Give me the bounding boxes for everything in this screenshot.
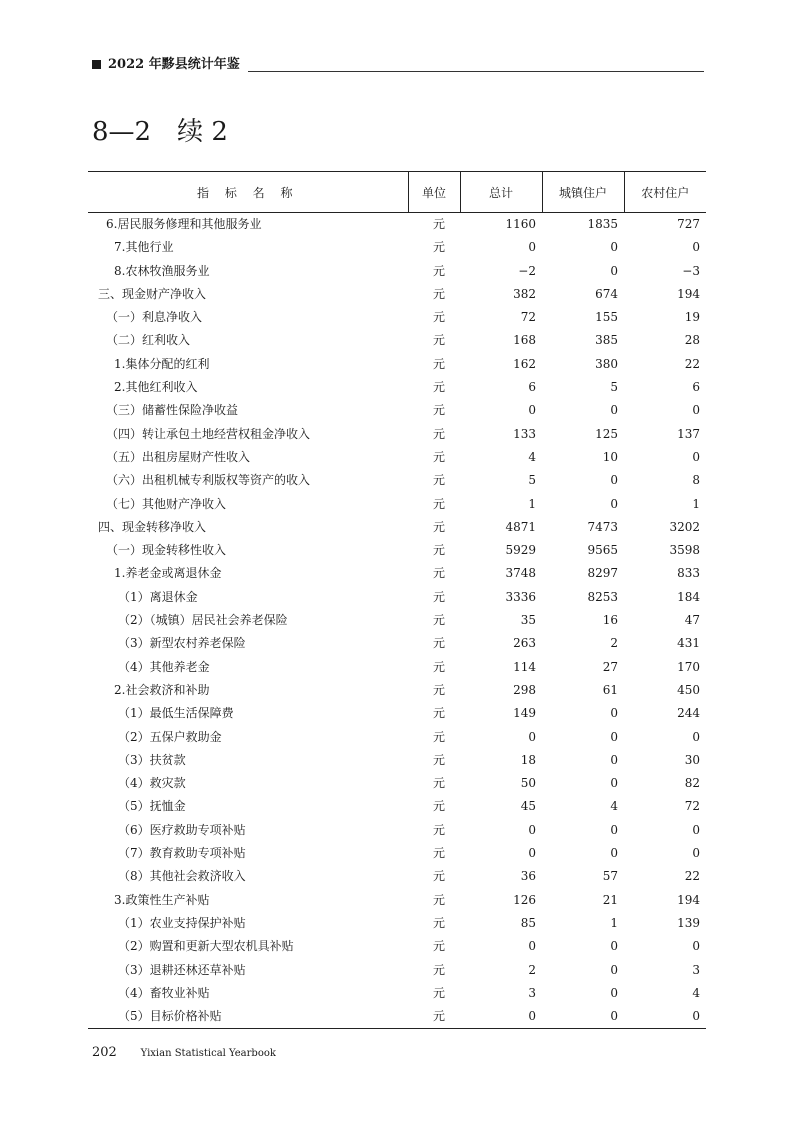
row-total: 6 bbox=[528, 380, 536, 395]
table-title: 8—2 续 2 bbox=[92, 117, 228, 147]
row-urban: 61 bbox=[602, 682, 618, 697]
row-total: 149 bbox=[513, 706, 536, 721]
table-row bbox=[88, 376, 706, 399]
row-label: 3.政策性生产补贴 bbox=[114, 892, 210, 907]
row-total: 36 bbox=[520, 869, 536, 884]
row-label: （5）抚恤金 bbox=[118, 799, 186, 814]
row-urban: 0 bbox=[610, 240, 618, 255]
row-label: （六）出租机械专利版权等资产的收入 bbox=[106, 473, 311, 488]
row-rural: 0 bbox=[624, 1005, 706, 1029]
row-urban: 21 bbox=[602, 892, 618, 907]
row-urban: 155 bbox=[595, 310, 618, 325]
row-label: （1）农业支持保护补贴 bbox=[118, 915, 246, 930]
table-row bbox=[88, 562, 706, 585]
row-unit: 元 bbox=[432, 636, 445, 651]
row-unit: 元 bbox=[432, 356, 445, 371]
table-row bbox=[88, 982, 706, 1005]
row-urban: 385 bbox=[595, 333, 618, 348]
row-total: 85 bbox=[520, 915, 536, 930]
row-total: 263 bbox=[513, 636, 536, 651]
row-total: −2 bbox=[518, 263, 536, 278]
row-unit: 元 bbox=[432, 682, 445, 697]
table-row bbox=[88, 609, 706, 632]
row-total: 18 bbox=[520, 752, 536, 767]
row-total: 0 bbox=[528, 939, 536, 954]
row-unit: 元 bbox=[432, 286, 445, 301]
row-urban: 0 bbox=[610, 985, 618, 1000]
running-header bbox=[92, 56, 704, 76]
row-rural: 0 bbox=[692, 822, 700, 837]
table-row bbox=[88, 539, 706, 562]
row-label: （3）扶贫款 bbox=[118, 752, 186, 767]
row-unit: 元 bbox=[432, 752, 445, 767]
table-row bbox=[88, 1005, 706, 1029]
row-rural: −3 bbox=[682, 263, 700, 278]
header-rule bbox=[248, 71, 704, 72]
row-total: 0 bbox=[528, 240, 536, 255]
row-label: （2）五保户救助金 bbox=[118, 729, 222, 744]
row-rural: 22 bbox=[684, 356, 700, 371]
table-row bbox=[88, 423, 706, 446]
row-label: 7.其他行业 bbox=[114, 240, 174, 255]
row-unit: 元 bbox=[432, 543, 445, 558]
row-label: （四）转让承包土地经营权租金净收入 bbox=[106, 426, 311, 441]
row-label: （3）新型农村养老保险 bbox=[118, 636, 246, 651]
table-row bbox=[88, 819, 706, 842]
row-urban: 8253 bbox=[587, 589, 618, 604]
row-total: 168 bbox=[513, 333, 536, 348]
table-row bbox=[88, 399, 706, 422]
row-unit: 元 bbox=[408, 1005, 460, 1029]
row-rural: 72 bbox=[684, 799, 700, 814]
row-rural: 0 bbox=[692, 240, 700, 255]
row-label: （1）离退休金 bbox=[118, 589, 198, 604]
row-unit: 元 bbox=[432, 589, 445, 604]
row-urban: 9565 bbox=[587, 543, 618, 558]
row-rural: 19 bbox=[684, 310, 700, 325]
row-label: （二）红利收入 bbox=[106, 333, 191, 348]
row-total: 0 bbox=[528, 403, 536, 418]
row-total: 0 bbox=[528, 846, 536, 861]
row-rural: 3 bbox=[692, 962, 700, 977]
row-unit: 元 bbox=[432, 333, 445, 348]
row-label: 四、现金转移净收入 bbox=[98, 519, 207, 534]
row-urban: 0 bbox=[610, 729, 618, 744]
row-urban: 57 bbox=[602, 869, 618, 884]
row-total: 133 bbox=[513, 426, 536, 441]
table-row bbox=[88, 795, 706, 818]
column-header-rural: 农村住户 bbox=[624, 172, 706, 213]
row-total: 50 bbox=[520, 776, 536, 791]
row-rural: 4 bbox=[692, 985, 700, 1000]
row-rural: 139 bbox=[677, 915, 700, 930]
row-rural: 431 bbox=[677, 636, 700, 651]
table-row bbox=[88, 260, 706, 283]
row-label: （七）其他财产净收入 bbox=[106, 496, 227, 511]
row-urban: 0 bbox=[610, 962, 618, 977]
column-header-total: 总计 bbox=[460, 172, 542, 213]
table-header-row bbox=[88, 172, 706, 213]
row-total: 3336 bbox=[505, 589, 536, 604]
table-row bbox=[88, 912, 706, 935]
row-rural: 47 bbox=[684, 613, 700, 628]
row-label: （3）退耕还林还草补贴 bbox=[118, 962, 246, 977]
table-row bbox=[88, 959, 706, 982]
row-rural: 0 bbox=[692, 403, 700, 418]
row-rural: 0 bbox=[692, 449, 700, 464]
row-rural: 244 bbox=[677, 706, 700, 721]
row-urban: 0 bbox=[610, 939, 618, 954]
row-urban: 0 bbox=[610, 473, 618, 488]
row-unit: 元 bbox=[432, 403, 445, 418]
row-rural: 30 bbox=[684, 752, 700, 767]
row-rural: 82 bbox=[684, 776, 700, 791]
row-urban: 0 bbox=[610, 706, 618, 721]
row-rural: 450 bbox=[677, 682, 700, 697]
row-total: 3 bbox=[528, 985, 536, 1000]
row-urban: 8297 bbox=[587, 566, 618, 581]
row-urban: 0 bbox=[610, 822, 618, 837]
table-row bbox=[88, 889, 706, 912]
table-row bbox=[88, 586, 706, 609]
row-label: （2）（城镇）居民社会养老保险 bbox=[118, 613, 288, 628]
row-unit: 元 bbox=[432, 869, 445, 884]
row-urban: 27 bbox=[602, 659, 618, 674]
table-row bbox=[88, 749, 706, 772]
row-unit: 元 bbox=[432, 449, 445, 464]
row-total: 1160 bbox=[505, 217, 536, 231]
page-number: 202 bbox=[92, 1045, 117, 1060]
row-unit: 元 bbox=[432, 263, 445, 278]
table-row bbox=[88, 702, 706, 725]
row-rural: 170 bbox=[677, 659, 700, 674]
row-rural: 137 bbox=[677, 426, 700, 441]
row-unit: 元 bbox=[432, 822, 445, 837]
row-rural: 727 bbox=[677, 217, 700, 231]
row-rural: 0 bbox=[692, 846, 700, 861]
row-urban: 0 bbox=[610, 776, 618, 791]
row-rural: 194 bbox=[677, 892, 700, 907]
row-urban: 5 bbox=[610, 380, 618, 395]
table-row bbox=[88, 632, 706, 655]
row-total: 5929 bbox=[505, 543, 536, 558]
row-label: 2.社会救济和补助 bbox=[114, 682, 210, 697]
header-title: 2022 年黟县统计年鉴 bbox=[108, 57, 240, 72]
row-total: 4 bbox=[528, 449, 536, 464]
row-label: （8）其他社会救济收入 bbox=[118, 869, 246, 884]
row-urban: 0 bbox=[610, 846, 618, 861]
table-row bbox=[88, 213, 706, 237]
row-total: 114 bbox=[513, 659, 536, 674]
row-label: （五）出租房屋财产性收入 bbox=[106, 449, 251, 464]
row-rural: 6 bbox=[692, 380, 700, 395]
row-label: （2）购置和更新大型农机具补贴 bbox=[118, 939, 294, 954]
row-label: 8.农林牧渔服务业 bbox=[114, 263, 210, 278]
row-unit: 元 bbox=[432, 659, 445, 674]
table-row bbox=[88, 842, 706, 865]
row-rural: 194 bbox=[677, 286, 700, 301]
statistics-table bbox=[88, 171, 706, 1029]
row-label: 1.集体分配的红利 bbox=[114, 356, 210, 371]
row-urban: 125 bbox=[595, 426, 618, 441]
row-unit: 元 bbox=[432, 473, 445, 488]
row-urban: 1835 bbox=[587, 217, 618, 231]
row-unit: 元 bbox=[432, 566, 445, 581]
row-rural: 0 bbox=[692, 729, 700, 744]
row-rural: 28 bbox=[684, 333, 700, 348]
row-unit: 元 bbox=[432, 729, 445, 744]
row-unit: 元 bbox=[432, 939, 445, 954]
row-rural: 0 bbox=[692, 939, 700, 954]
row-rural: 3202 bbox=[669, 519, 700, 534]
row-urban: 1 bbox=[610, 915, 618, 930]
row-total: 5 bbox=[528, 473, 536, 488]
table-row bbox=[88, 446, 706, 469]
page-footer bbox=[92, 1044, 276, 1062]
table-row bbox=[88, 679, 706, 702]
row-label: （三）储蓄性保险净收益 bbox=[106, 403, 239, 418]
row-label: 6.居民服务修理和其他服务业 bbox=[106, 217, 262, 231]
row-label: （7）教育救助专项补贴 bbox=[118, 846, 246, 861]
table-row bbox=[88, 726, 706, 749]
row-unit: 元 bbox=[432, 915, 445, 930]
row-label: 三、现金财产净收入 bbox=[98, 286, 207, 301]
table-row bbox=[88, 865, 706, 888]
row-label: （6）医疗救助专项补贴 bbox=[118, 822, 246, 837]
table-row bbox=[88, 469, 706, 492]
row-unit: 元 bbox=[432, 613, 445, 628]
row-urban: 0 bbox=[610, 496, 618, 511]
row-rural: 22 bbox=[684, 869, 700, 884]
row-urban: 0 bbox=[610, 263, 618, 278]
column-header-urban: 城镇住户 bbox=[542, 172, 624, 213]
row-urban: 10 bbox=[602, 449, 618, 464]
row-label: （5）目标价格补贴 bbox=[88, 1005, 408, 1029]
square-bullet-icon bbox=[92, 60, 101, 69]
row-urban: 7473 bbox=[587, 519, 618, 534]
row-total: 0 bbox=[528, 729, 536, 744]
row-rural: 184 bbox=[677, 589, 700, 604]
row-rural: 833 bbox=[677, 566, 700, 581]
footer-text: Yixian Statistical Yearbook bbox=[140, 1048, 276, 1059]
row-unit: 元 bbox=[432, 519, 445, 534]
row-total: 4871 bbox=[505, 519, 536, 534]
row-label: （一）现金转移性收入 bbox=[106, 543, 227, 558]
row-label: 2.其他红利收入 bbox=[114, 380, 198, 395]
row-label: （4）畜牧业补贴 bbox=[118, 985, 210, 1000]
column-header-unit: 单位 bbox=[408, 172, 460, 213]
table-row bbox=[88, 353, 706, 376]
row-total: 3748 bbox=[505, 566, 536, 581]
row-total: 162 bbox=[513, 356, 536, 371]
row-label: （4）救灾款 bbox=[118, 776, 186, 791]
row-urban: 16 bbox=[602, 613, 618, 628]
table-row bbox=[88, 772, 706, 795]
table-row bbox=[88, 283, 706, 306]
row-total: 0 bbox=[528, 822, 536, 837]
column-header-indicator: 指 标 名 称 bbox=[88, 172, 408, 213]
row-urban: 380 bbox=[595, 356, 618, 371]
row-total: 1 bbox=[528, 496, 536, 511]
row-unit: 元 bbox=[432, 240, 445, 255]
table-row bbox=[88, 516, 706, 539]
table-row bbox=[88, 329, 706, 352]
row-unit: 元 bbox=[432, 892, 445, 907]
row-unit: 元 bbox=[432, 217, 445, 231]
row-unit: 元 bbox=[432, 496, 445, 511]
row-label: （4）其他养老金 bbox=[118, 659, 210, 674]
row-total: 72 bbox=[520, 310, 536, 325]
row-total: 0 bbox=[460, 1005, 542, 1029]
row-unit: 元 bbox=[432, 776, 445, 791]
row-total: 45 bbox=[520, 799, 536, 814]
row-rural: 1 bbox=[692, 496, 700, 511]
row-label: （1）最低生活保障费 bbox=[118, 706, 234, 721]
row-unit: 元 bbox=[432, 985, 445, 1000]
row-total: 382 bbox=[513, 286, 536, 301]
row-total: 2 bbox=[528, 962, 536, 977]
table-row bbox=[88, 656, 706, 679]
row-unit: 元 bbox=[432, 310, 445, 325]
row-rural: 8 bbox=[692, 473, 700, 488]
row-label: （一）利息净收入 bbox=[106, 310, 203, 325]
row-label: 1.养老金或离退休金 bbox=[114, 566, 222, 581]
row-unit: 元 bbox=[432, 380, 445, 395]
table-row bbox=[88, 493, 706, 516]
table-row bbox=[88, 306, 706, 329]
table-row bbox=[88, 236, 706, 259]
row-urban: 0 bbox=[610, 752, 618, 767]
row-unit: 元 bbox=[432, 962, 445, 977]
row-rural: 3598 bbox=[669, 543, 700, 558]
row-urban: 0 bbox=[542, 1005, 624, 1029]
row-unit: 元 bbox=[432, 706, 445, 721]
row-total: 298 bbox=[513, 682, 536, 697]
row-unit: 元 bbox=[432, 846, 445, 861]
table-row bbox=[88, 935, 706, 958]
row-unit: 元 bbox=[432, 799, 445, 814]
table-body bbox=[88, 213, 706, 1029]
row-total: 35 bbox=[520, 613, 536, 628]
row-urban: 0 bbox=[610, 403, 618, 418]
row-urban: 674 bbox=[595, 286, 618, 301]
row-urban: 2 bbox=[610, 636, 618, 651]
row-unit: 元 bbox=[432, 426, 445, 441]
row-urban: 4 bbox=[610, 799, 618, 814]
row-total: 126 bbox=[513, 892, 536, 907]
